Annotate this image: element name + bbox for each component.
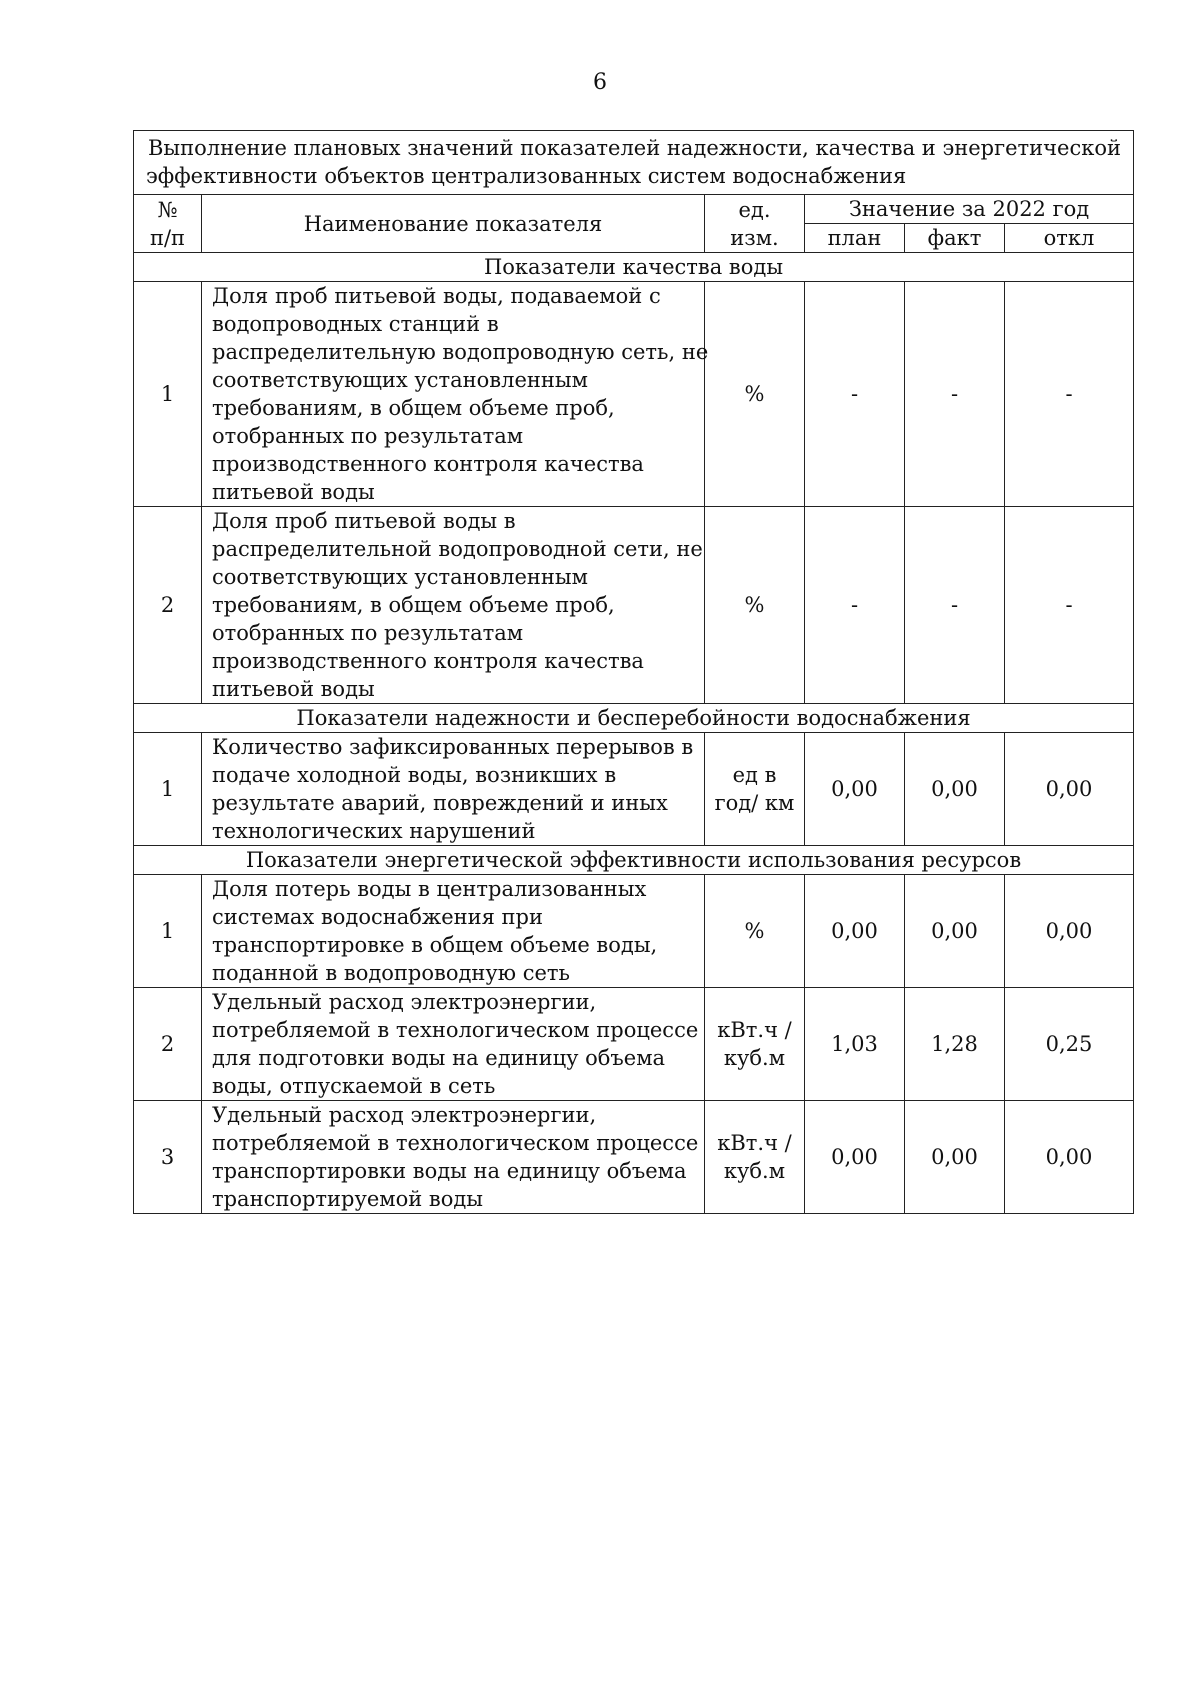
header-period: Значение за 2022 год [805,195,1134,224]
table-row [134,507,1134,704]
indicator-name-line: транспортируемой воды [212,1187,484,1211]
indicator-name-line: подаче холодной воды, возникших в [212,763,617,787]
row-number: 1 [134,282,202,507]
plan-value: - [805,282,905,507]
indicator-name-line: Количество зафиксированных перерывов в [212,735,694,759]
plan-value: 0,00 [805,1101,905,1214]
indicator-name-line: распределительную водопроводную сеть, не [212,340,709,364]
table-row [134,988,1134,1101]
row-number: 2 [134,988,202,1101]
plan-value: 0,00 [805,733,905,846]
indicator-name-line: транспортировки воды на единицу объема [212,1159,687,1183]
indicator-name [202,1101,705,1214]
indicator-name-line: соответствующих установленным [212,368,588,392]
table-row [134,733,1134,846]
indicator-name-line: Доля потерь воды в централизованных [212,877,647,901]
indicator-name-line: Удельный расход электроэнергии, [212,1103,597,1127]
indicator-name-line: потребляемой в технологическом процессе [212,1131,699,1155]
plan-value: 0,00 [805,875,905,988]
header-name: Наименование показателя [202,195,705,253]
indicator-name [202,733,705,846]
unit-line: % [744,593,765,617]
unit-cell [705,1101,805,1214]
row-number: 3 [134,1101,202,1214]
table-row [134,1101,1134,1214]
header-unit-line-1: ед. [738,197,771,222]
indicator-name-line: результате аварий, повреждений и иных [212,791,668,815]
indicator-name-line: Удельный расход электроэнергии, [212,990,597,1014]
section-row [134,253,1134,282]
table-title-row [134,131,1134,195]
deviation-value: 0,25 [1005,988,1134,1101]
fact-value: - [905,507,1005,704]
indicator-name-line: питьевой воды [212,677,375,701]
indicator-name-line: отобранных по результатам [212,621,524,645]
unit-line: кВт.ч / [717,1018,792,1042]
header-num [134,195,202,253]
fact-value: 0,00 [905,1101,1005,1214]
indicator-name-line: потребляемой в технологическом процессе [212,1018,699,1042]
table-body [134,131,1134,1214]
section-title: Показатели энергетической эффективности использования ресурсов [134,846,1134,875]
section-title: Показатели надежности и бесперебойности водоснабжения [134,704,1134,733]
row-number: 2 [134,507,202,704]
unit-cell [705,507,805,704]
indicator-name-line: Доля проб питьевой воды в [212,509,516,533]
header-fact: факт [905,224,1005,253]
unit-cell [705,988,805,1101]
section-title: Показатели качества воды [134,253,1134,282]
unit-line: куб.м [723,1159,786,1183]
indicator-name-line: водопроводных станций в [212,312,499,336]
indicator-name [202,875,705,988]
section-row [134,704,1134,733]
indicator-name-line: технологических нарушений [212,819,536,843]
plan-value: - [805,507,905,704]
indicator-name-line: питьевой воды [212,480,375,504]
indicators-table [133,130,1134,1214]
indicator-name-line: поданной в водопроводную сеть [212,961,570,985]
plan-value: 1,03 [805,988,905,1101]
header-dev: откл [1005,224,1134,253]
unit-line: год/ км [714,791,795,815]
indicator-name-line: производственного контроля качества [212,649,644,673]
fact-value: 1,28 [905,988,1005,1101]
fact-value: 0,00 [905,733,1005,846]
section-row [134,846,1134,875]
indicator-name [202,988,705,1101]
table-row [134,875,1134,988]
unit-cell [705,282,805,507]
unit-cell [705,733,805,846]
indicator-name-line: для подготовки воды на единицу объема [212,1046,666,1070]
page-number: 6 [593,70,607,95]
indicator-name-line: соответствующих установленным [212,565,588,589]
deviation-value: - [1005,507,1134,704]
unit-line: ед в [732,763,777,787]
deviation-value: 0,00 [1005,733,1134,846]
indicator-name-line: транспортировке в общем объеме воды, [212,933,658,957]
indicator-name [202,507,705,704]
fact-value: 0,00 [905,875,1005,988]
unit-cell [705,875,805,988]
fact-value: - [905,282,1005,507]
unit-line: куб.м [723,1046,786,1070]
unit-line: % [744,919,765,943]
header-unit [705,195,805,253]
indicator-name-line: системах водоснабжения при [212,905,543,929]
indicator-name-line: производственного контроля качества [212,452,644,476]
indicator-name-line: требованиям, в общем объеме проб, [212,593,615,617]
indicator-name-line: требованиям, в общем объеме проб, [212,396,615,420]
header-num-line-1: № [157,197,178,222]
header-row-1 [134,195,1134,224]
deviation-value: - [1005,282,1134,507]
header-num-line-2: п/п [149,225,186,250]
deviation-value: 0,00 [1005,1101,1134,1214]
indicator-name [202,282,709,507]
table-title: Выполнение плановых значений показателей надежности, качества и энергетической эффективности объектов централизованных систем водоснабжения [134,131,1134,195]
unit-line: кВт.ч / [717,1131,792,1155]
row-number: 1 [134,733,202,846]
deviation-value: 0,00 [1005,875,1134,988]
header-unit-line-2: изм. [730,225,779,250]
indicator-name-line: отобранных по результатам [212,424,524,448]
header-plan: план [805,224,905,253]
indicator-name-line: распределительной водопроводной сети, не [212,537,703,561]
unit-line: % [744,382,765,406]
indicator-name-line: Доля проб питьевой воды, подаваемой с [212,284,661,308]
table-row [134,282,1134,507]
indicator-name-line: воды, отпускаемой в сеть [212,1074,496,1098]
row-number: 1 [134,875,202,988]
